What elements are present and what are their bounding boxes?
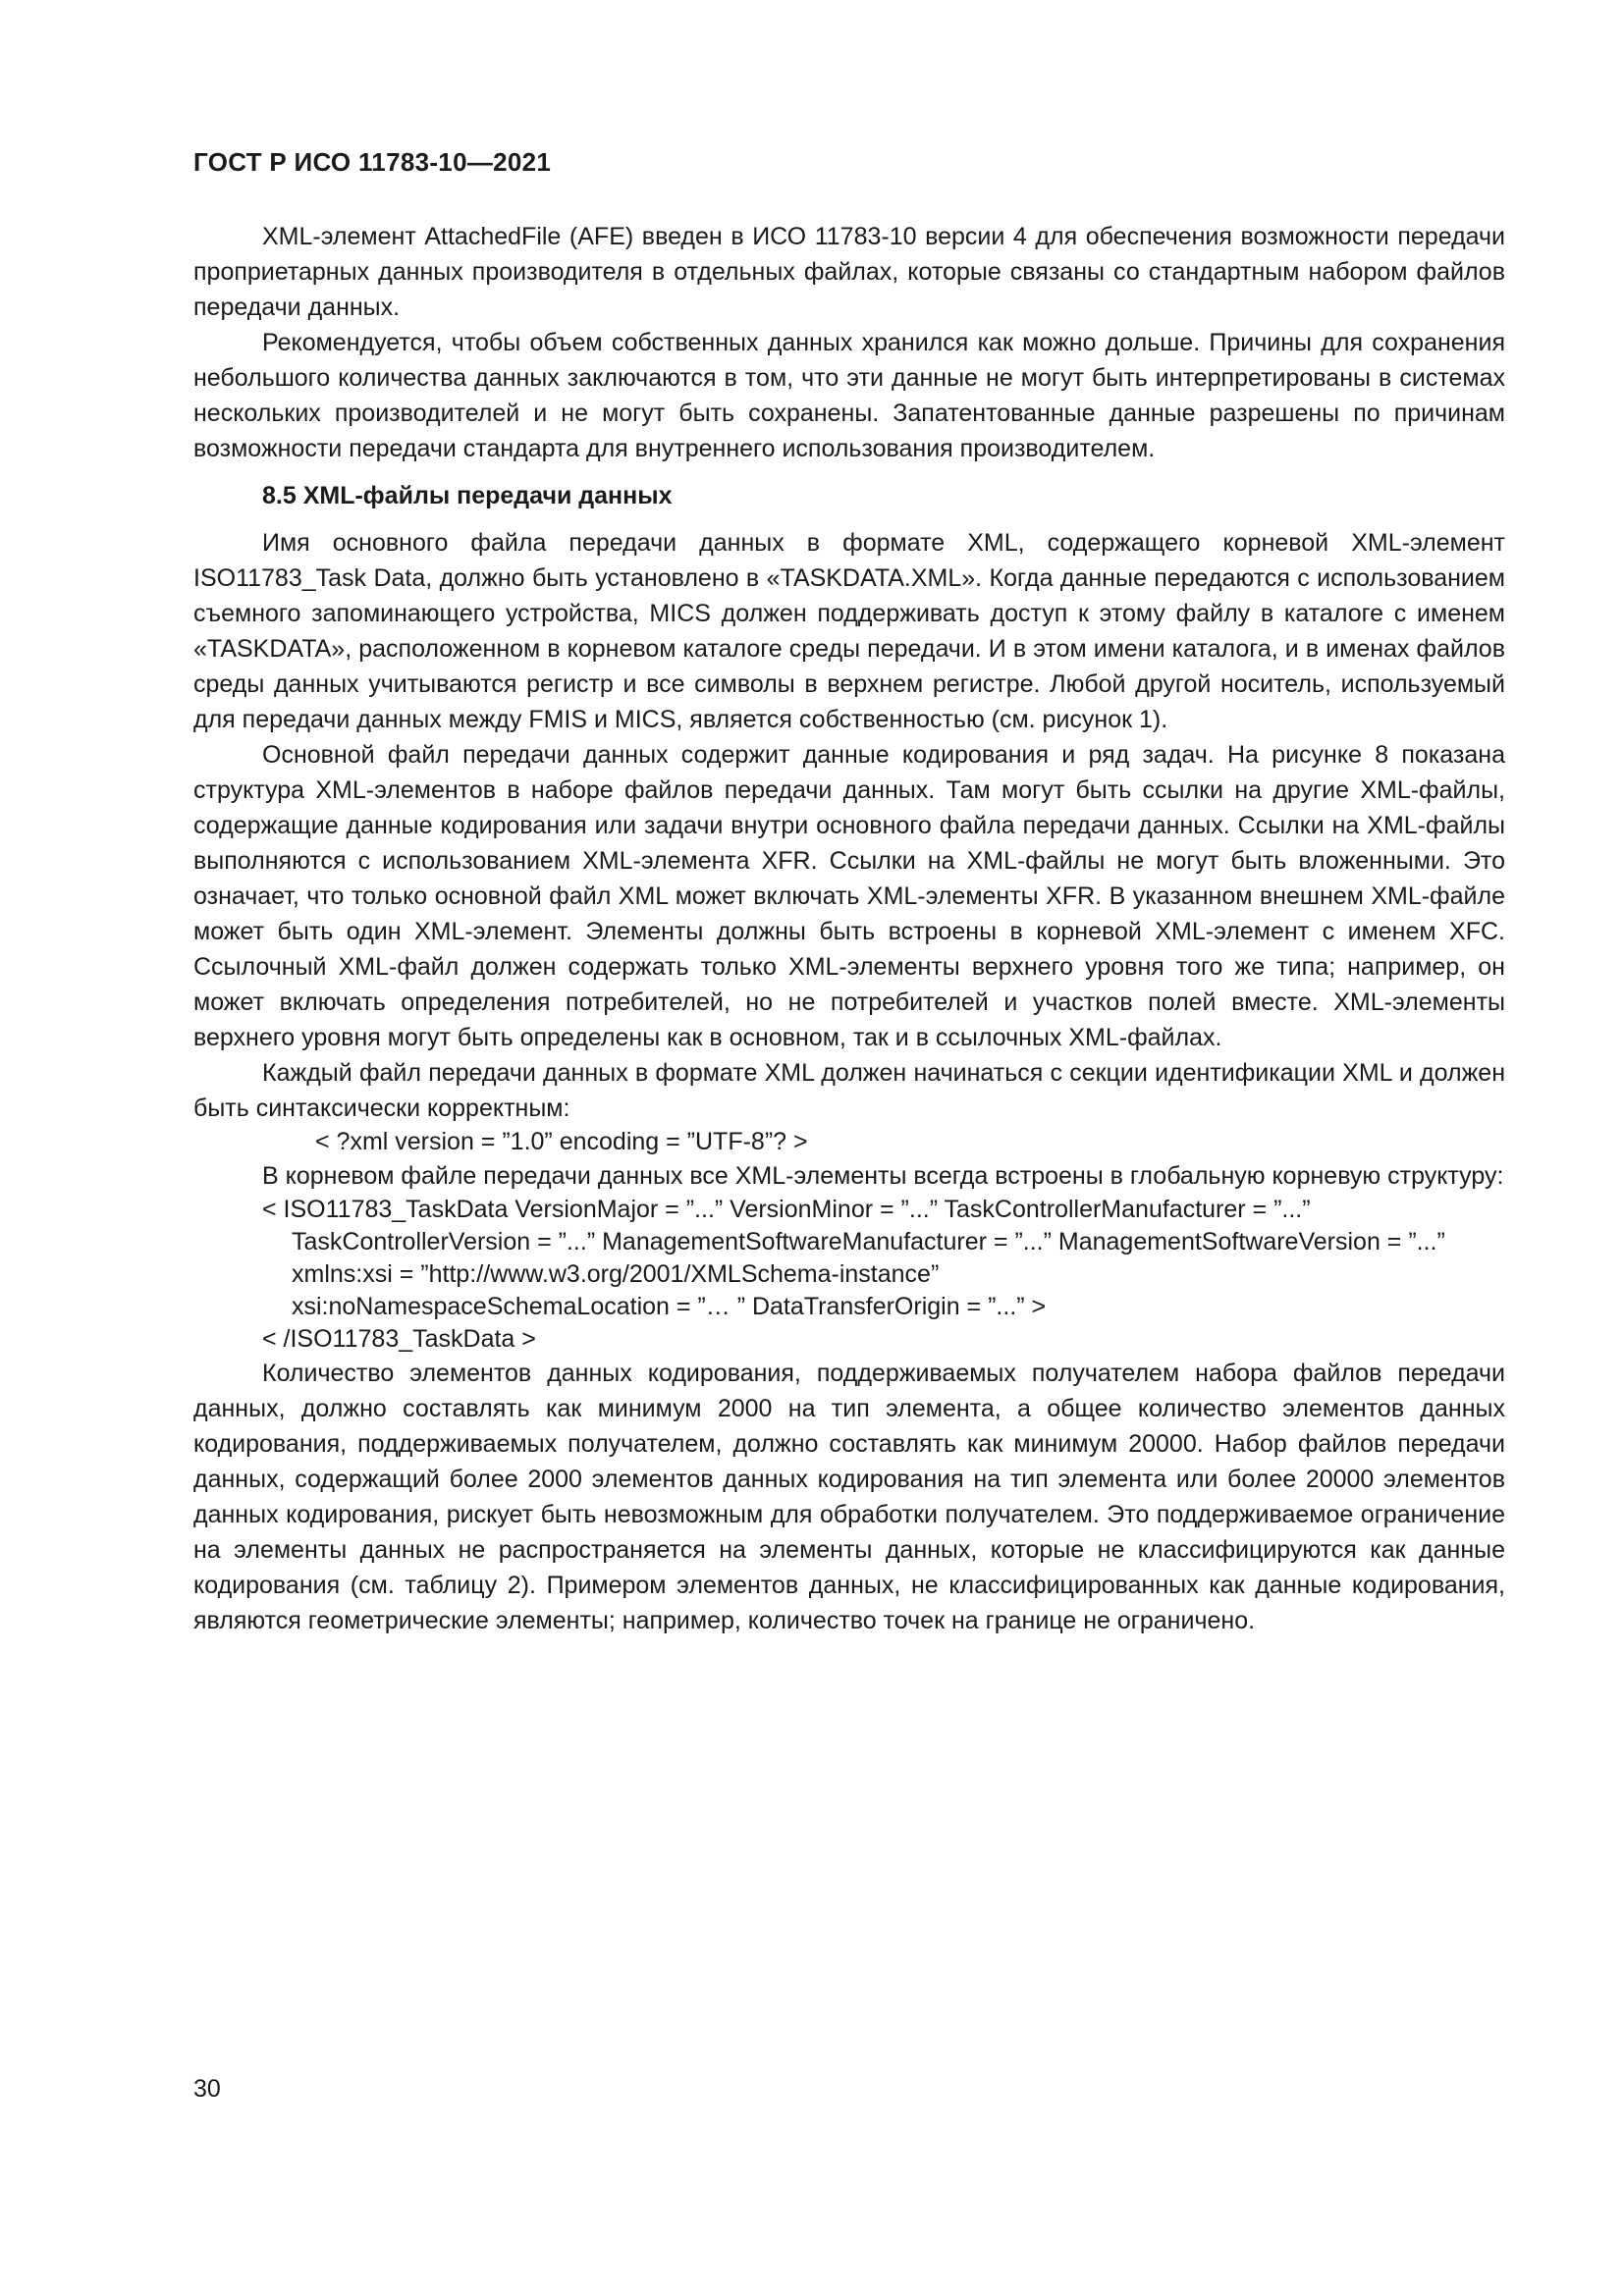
code-line-schema-location: xsi:noNamespaceSchemaLocation = ”… ” DataTransferOrigin = ”...” >: [292, 1293, 1047, 1320]
code-line-root-open: < ISO11783_TaskData VersionMajor = ”...” VersionMinor = ”...” TaskControllerManufacturer = ”...”: [262, 1196, 1311, 1223]
document-page: [193, 147, 1505, 1638]
paragraph-taskdata-filename: Имя основного файла передачи данных в формате XML, содержащего корневой XML-элемент ISO11783_Task Data, должно быть установлено в «TASKDATA.XML». Когда данные передаются с использованием съемного запоминающего устройства, MICS должен поддерживать доступ к этому файлу в каталоге с именем «TASKDATA», расположенном в корневом каталоге среды передачи. И в этом имени каталога, и в именах файлов среды данных учитываются регистр и все символы в верхнем регистре. Любой другой носитель, используемый для передачи данных между FMIS и MICS, является собственностью (см. рисунок 1).: [193, 529, 1505, 733]
paragraph-root-structure: В корневом файле передачи данных все XML-элементы всегда встроены в глобальную корневую структуру:: [262, 1162, 1504, 1190]
section-heading: 8.5 XML-файлы передачи данных: [262, 482, 673, 509]
paragraph-afe: XML-элемент AttachedFile (AFE) введен в ИСО 11783-10 версии 4 для обеспечения возможности передачи проприетарных данных производителя в отдельных файлах, которые связаны со стандартным набором файлов передачи данных.: [193, 223, 1505, 321]
xml-declaration: < ?xml version = ”1.0” encoding = ”UTF-8”? >: [315, 1128, 808, 1155]
paragraph-proprietary-data: Рекомендуется, чтобы объем собственных данных хранился как можно дольше. Причины для сохранения небольшого количества данных заключаются в том, что эти данные не могут быть интерпретированы в системах нескольких производителей и не могут быть сохранены. Запатентованные данные разрешены по причинам возможности передачи стандарта для внутреннего использования производителем.: [193, 329, 1505, 462]
paragraph-coding-limits: Количество элементов данных кодирования, поддерживаемых получателем набора файлов передачи данных, должно составлять как минимум 2000 на тип элемента, а общее количество элементов данных кодирования, поддерживаемых получателем, должно составлять как минимум 20000. Набор файлов передачи данных, содержащий более 2000 элементов данных кодирования на тип элемента или более 20000 элементов данных кодирования, рискует быть невозможным для обработки получателем. Это поддерживаемое ограничение на элементы данных не распространяется на элементы данных, которые не классифицируются как данные кодирования (см. таблицу 2). Примером элементов данных, не классифицированных как данные кодирования, являются геометрические элементы; например, количество точек на границе не ограничено.: [193, 1360, 1505, 1634]
document-header: ГОСТ Р ИСО 11783-10—2021: [193, 147, 552, 177]
page-number: 30: [193, 2075, 221, 2103]
code-line-root-close: < /ISO11783_TaskData >: [262, 1325, 536, 1353]
paragraph-main-file-structure: Основной файл передачи данных содержит данные кодирования и ряд задач. На рисунке 8 показана структура XML-элементов в наборе файлов передачи данных. Там могут быть ссылки на другие XML-файлы, содержащие данные кодирования или задачи внутри основного файла передачи данных. Ссылки на XML-файлы выполняются с использованием XML-элемента XFR. Ссылки на XML-файлы не могут быть вложенными. Это означает, что только основной файл XML может включать XML-элементы XFR. В указанном внешнем XML-файле может быть один XML-элемент. Элементы должны быть встроены в корневой XML-элемент с именем XFC. Ссылочный XML-файл должен содержать только XML-элементы верхнего уровня того же типа; например, он может включать определения потребителей, но не потребителей и участков полей вместе. XML-элементы верхнего уровня могут быть определены как в основном, так и в ссылочных XML-файлах.: [193, 741, 1505, 1051]
paragraph-xml-identification: Каждый файл передачи данных в формате XML должен начинаться с секции идентификации XML и должен быть синтаксически корректным:: [193, 1059, 1505, 1122]
code-line-xmlns: xmlns:xsi = ”http://www.w3.org/2001/XMLSchema-instance”: [292, 1260, 940, 1288]
code-line-versions: TaskControllerVersion = ”...” ManagementSoftwareManufacturer = ”...” ManagementSoftwareVersion = ”...”: [292, 1228, 1445, 1255]
